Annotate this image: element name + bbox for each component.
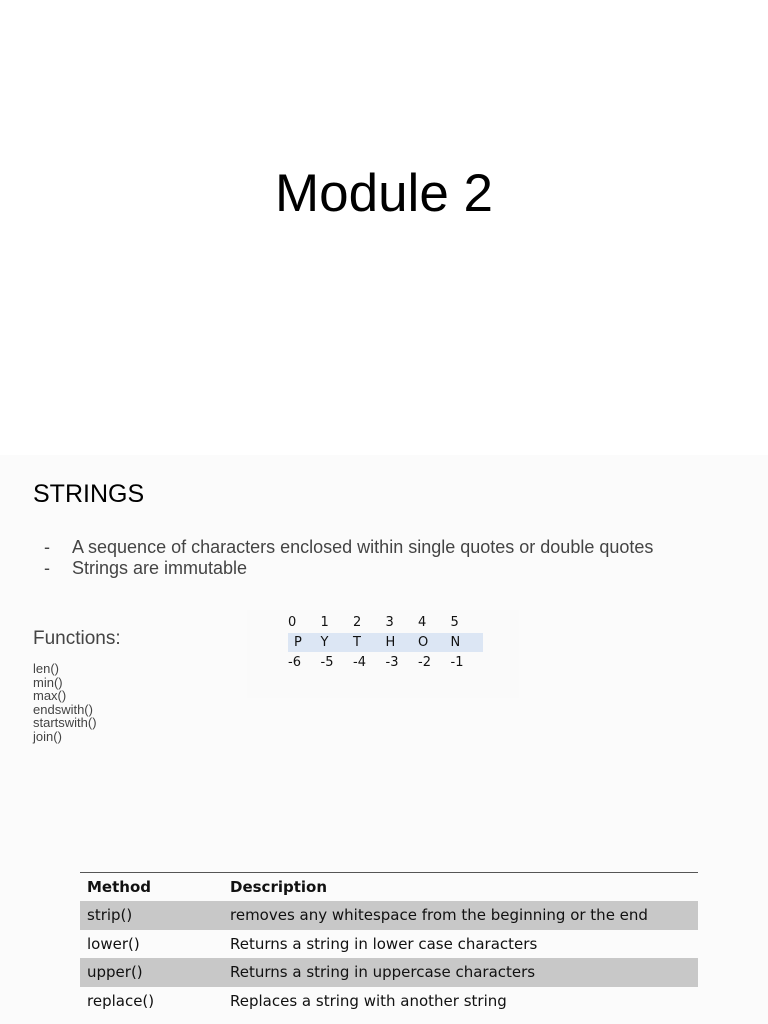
- char-cell: O: [418, 635, 429, 650]
- negative-index-row: [288, 655, 483, 670]
- char-cell: T: [353, 635, 361, 650]
- string-index-diagram: [247, 610, 519, 698]
- index-cell: -5: [320, 655, 334, 670]
- index-cell: -3: [385, 655, 399, 670]
- bullet-item: [44, 537, 653, 558]
- description-cell: removes any whitespace from the beginning or the end: [230, 906, 648, 925]
- bullet-text: A sequence of characters enclosed within single quotes or double quotes: [72, 537, 654, 557]
- method-table: [80, 872, 698, 1015]
- char-cell: N: [450, 635, 461, 650]
- slide-module-2: [0, 0, 768, 440]
- function-item: endswith(): [33, 701, 93, 717]
- function-item: join(): [33, 728, 62, 744]
- index-cell: 3: [385, 615, 394, 630]
- column-header: Description: [223, 873, 698, 902]
- bullet-list: [44, 537, 653, 579]
- positive-index-row: [288, 615, 483, 630]
- method-cell: replace(): [87, 991, 155, 1010]
- index-cell: -1: [450, 655, 464, 670]
- bullet-item: [44, 558, 653, 579]
- functions-list: [33, 662, 97, 743]
- function-item: len(): [33, 661, 60, 676]
- description-cell: Returns a string in uppercase characters: [230, 963, 536, 982]
- function-item: min(): [33, 674, 63, 690]
- table-header-row: [80, 873, 698, 902]
- slide-strings: [0, 455, 768, 1024]
- method-cell: strip(): [87, 906, 133, 925]
- char-cell: P: [294, 635, 302, 650]
- description-cell: Replaces a string with another string: [230, 991, 507, 1010]
- function-item: max(): [33, 688, 67, 703]
- table-row: [80, 958, 698, 987]
- table-row: [80, 987, 698, 1016]
- description-cell: Returns a string in lower case characters: [230, 934, 538, 953]
- section-heading: STRINGS: [33, 480, 145, 508]
- index-cell: 5: [450, 615, 459, 630]
- method-cell: lower(): [87, 934, 140, 953]
- method-cell: upper(): [87, 963, 143, 982]
- function-item: startswith(): [33, 715, 97, 730]
- index-cell: -2: [418, 655, 431, 670]
- table-row: [80, 901, 698, 930]
- index-cell: 4: [418, 615, 427, 630]
- index-cell: 1: [320, 615, 329, 630]
- dash-icon: -: [44, 558, 50, 578]
- table-row: [80, 930, 698, 959]
- character-row: [288, 633, 483, 652]
- bullet-text: Strings are immutable: [72, 558, 248, 578]
- index-cell: 2: [353, 615, 362, 630]
- index-cell: 0: [288, 615, 297, 630]
- dash-icon: -: [44, 537, 50, 557]
- char-cell: Y: [320, 635, 329, 650]
- slide-title: Module 2: [274, 164, 494, 223]
- char-cell: H: [385, 635, 396, 650]
- index-cell: -6: [288, 655, 301, 670]
- functions-heading: Functions:: [33, 628, 121, 649]
- index-cell: -4: [353, 655, 366, 670]
- column-header: Method: [80, 873, 223, 902]
